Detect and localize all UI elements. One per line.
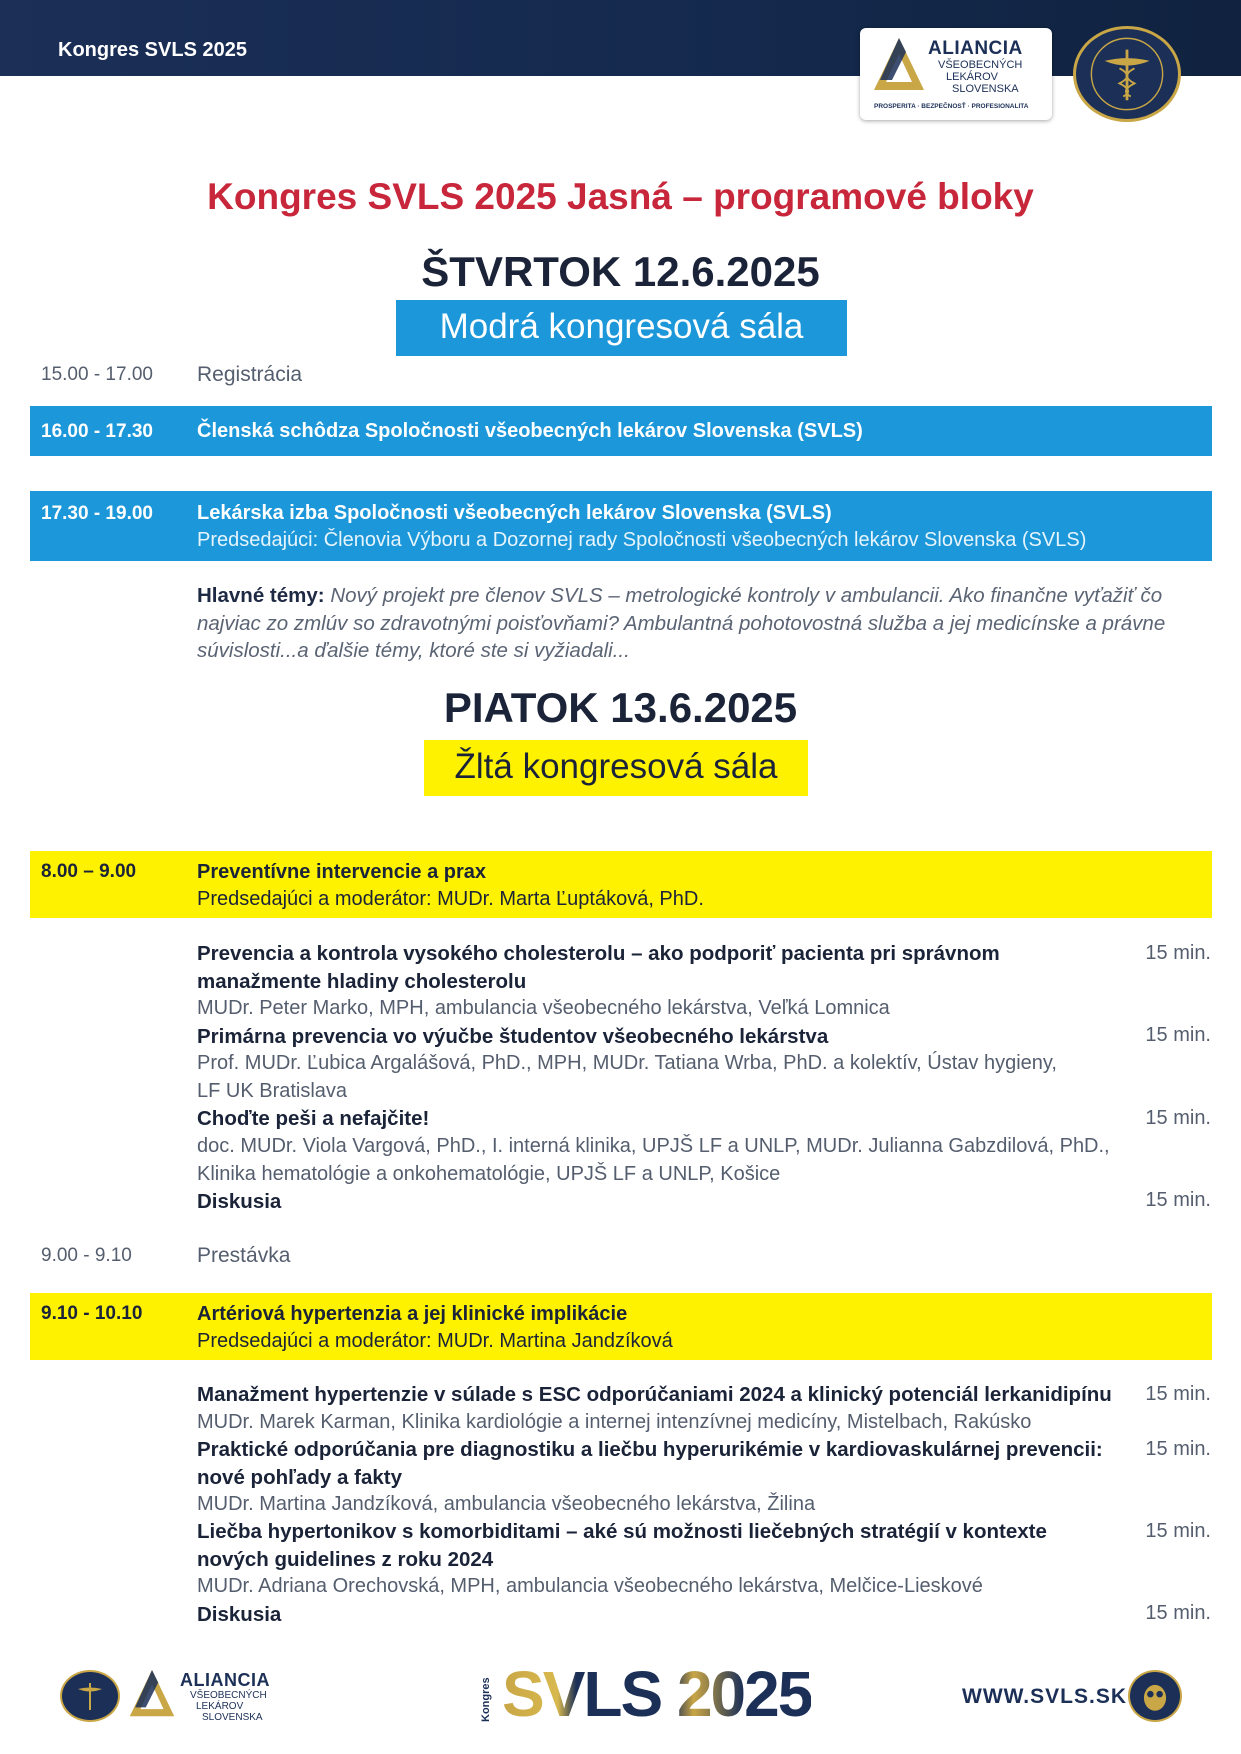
svls-2025-wordmark: SVLS 2025 bbox=[502, 1658, 812, 1730]
caduceus-icon bbox=[1076, 29, 1178, 119]
discussion-duration: 15 min. bbox=[1145, 1602, 1211, 1624]
document-title: Kongres SVLS 2025 Jasná – programové bloky bbox=[207, 176, 1034, 217]
friday-block-1-time: 8.00 – 9.00 bbox=[41, 861, 137, 882]
aliancia-logo-name: ALIANCIA bbox=[928, 38, 1023, 59]
footer-aliancia-line-2: LEKÁROV bbox=[196, 1701, 244, 1712]
aliancia-logo-line-3: SLOVENSKA bbox=[952, 83, 1019, 95]
thursday-block-2-title: Lekárska izba Spoločnosti všeobecných lekárov Slovenska (SVLS) bbox=[197, 502, 832, 524]
talk-title: Praktické odporúčania pre diagnostiku a liečbu hyperurikémie v kardiovaskulárnej prevencii: nové pohľady a fakty bbox=[197, 1438, 1103, 1489]
friday-block-1-title: Preventívne intervencie a prax bbox=[197, 861, 487, 883]
friday-block-1 bbox=[30, 851, 1212, 918]
talk-authors: Prof. MUDr. Ľubica Argalášová, PhD., MPH, MUDr. Tatiana Wrba, PhD. a kolektív, Ústav hygieny, LF UK Bratislava bbox=[197, 1052, 1057, 1102]
friday-block-2-chair: Predsedajúci a moderátor: MUDr. Martina Jandzíková bbox=[197, 1330, 673, 1352]
website-link[interactable]: WWW.SVLS.SK bbox=[962, 1685, 1127, 1708]
thursday-block-2 bbox=[30, 491, 1212, 561]
talk-duration: 15 min. bbox=[1145, 1024, 1211, 1046]
break-time: 9.00 - 9.10 bbox=[41, 1245, 132, 1266]
thursday-block-2-time: 17.30 - 19.00 bbox=[41, 503, 153, 524]
svls-seal-icon bbox=[1073, 26, 1181, 122]
thursday-hall-label: Modrá kongresová sála bbox=[396, 300, 847, 356]
thursday-block-1 bbox=[30, 406, 1212, 456]
friday-hall-label: Žltá kongresová sála bbox=[424, 740, 808, 796]
registration-label: Registrácia bbox=[197, 363, 303, 386]
friday-block-2 bbox=[30, 1293, 1212, 1360]
friday-block-1-chair: Predsedajúci a moderátor: MUDr. Marta Ľuptáková, PhD. bbox=[197, 888, 704, 910]
aliancia-triangle-icon bbox=[872, 36, 926, 94]
owl-emblem-icon bbox=[1128, 1670, 1182, 1722]
thursday-block-2-chair: Predsedajúci: Členovia Výboru a Dozornej rady Spoločnosti všeobecných lekárov Slovenska (SVLS) bbox=[197, 529, 1087, 551]
talk-duration: 15 min. bbox=[1145, 1520, 1211, 1542]
break-label: Prestávka bbox=[197, 1244, 291, 1267]
footer-svls-seal-icon bbox=[60, 1670, 120, 1722]
talk-duration: 15 min. bbox=[1145, 1438, 1211, 1460]
friday-heading: PIATOK 13.6.2025 bbox=[443, 684, 798, 731]
talk-title: Manažment hypertenzie v súlade s ESC odporúčaniami 2024 a klinický potenciál lerkanidipínu bbox=[197, 1383, 1112, 1406]
main-topics bbox=[197, 582, 1187, 665]
talk-authors: MUDr. Martina Jandzíková, ambulancia všeobecného lekárstva, Žilina bbox=[197, 1493, 816, 1515]
thursday-heading: ŠTVRTOK 12.6.2025 bbox=[421, 248, 820, 295]
aliancia-logo-line-2: LEKÁROV bbox=[946, 71, 998, 83]
talk-title: Liečba hypertonikov s komorbiditami – aké sú možnosti liečebných stratégií v kontexte nových guidelines z roku 2024 bbox=[197, 1520, 1047, 1571]
talk-authors: doc. MUDr. Viola Vargová, PhD., I. interná klinika, UPJŠ LF a UNLP, MUDr. Julianna Gabzdilová, PhD., Klinika hematológie a onkohematológie, UPJŠ LF a UNLP, Košice bbox=[197, 1135, 1110, 1185]
discussion-duration: 15 min. bbox=[1145, 1189, 1211, 1211]
discussion-label: Diskusia bbox=[197, 1190, 282, 1213]
discussion-label: Diskusia bbox=[197, 1603, 282, 1626]
caduceus-icon bbox=[62, 1672, 118, 1720]
main-topics-label: Hlavné témy: bbox=[197, 584, 325, 607]
registration-time: 15.00 - 17.00 bbox=[41, 364, 153, 385]
kongres-label: Kongres bbox=[480, 1677, 492, 1722]
talk-authors: MUDr. Peter Marko, MPH, ambulancia všeobecného lekárstva, Veľká Lomnica bbox=[197, 997, 890, 1019]
friday-block-2-time: 9.10 - 10.10 bbox=[41, 1303, 143, 1324]
owl-icon bbox=[1130, 1672, 1180, 1720]
aliancia-logo-line-1: VŠEOBECNÝCH bbox=[938, 59, 1023, 71]
thursday-block-1-title: Členská schôdza Spoločnosti všeobecných lekárov Slovenska (SVLS) bbox=[197, 420, 863, 442]
footer-aliancia-line-1: VŠEOBECNÝCH bbox=[190, 1690, 267, 1701]
aliancia-triangle-icon bbox=[128, 1668, 176, 1720]
header-title: Kongres SVLS 2025 bbox=[58, 39, 247, 61]
friday-block-2-title: Artériová hypertenzia a jej klinické implikácie bbox=[197, 1303, 628, 1325]
talk-duration: 15 min. bbox=[1145, 1383, 1211, 1405]
talk-authors: MUDr. Adriana Orechovská, MPH, ambulancia všeobecného lekárstva, Melčice-Lieskové bbox=[197, 1575, 983, 1597]
main-topics-text: Nový projekt pre členov SVLS – metrologické kontroly v ambulancii. Ako finančne vyťažiť čo najviac zo zmlúv so zdravotnými poisťovňami? Ambulantná pohotovostná služba a jej medicínske a právne súvislosti...a ďalšie témy, ktoré ste si vyžiadali... bbox=[197, 584, 1166, 662]
aliancia-logo-tagline: PROSPERITA · BEZPEČNOSŤ · PROFESIONALITA bbox=[874, 103, 1029, 110]
thursday-block-1-time: 16.00 - 17.30 bbox=[41, 421, 153, 442]
header-bar bbox=[0, 0, 1241, 76]
footer-aliancia-logo bbox=[128, 1668, 288, 1728]
aliancia-logo bbox=[860, 28, 1052, 120]
footer-aliancia-line-3: SLOVENSKA bbox=[202, 1712, 263, 1723]
talk-duration: 15 min. bbox=[1145, 942, 1211, 964]
footer-aliancia-name: ALIANCIA bbox=[180, 1670, 270, 1690]
talk-title: Primárna prevencia vo výučbe študentov všeobecného lekárstva bbox=[197, 1025, 829, 1048]
talk-duration: 15 min. bbox=[1145, 1107, 1211, 1129]
talk-authors: MUDr. Marek Karman, Klinika kardiológie a internej intenzívnej medicíny, Mistelbach, Rakúsko bbox=[197, 1411, 1032, 1433]
talk-title: Choďte peši a nefajčite! bbox=[197, 1107, 430, 1130]
talk-title: Prevencia a kontrola vysokého cholesterolu – ako podporiť pacienta pri správnom manažmente hladiny cholesterolu bbox=[197, 942, 1000, 993]
